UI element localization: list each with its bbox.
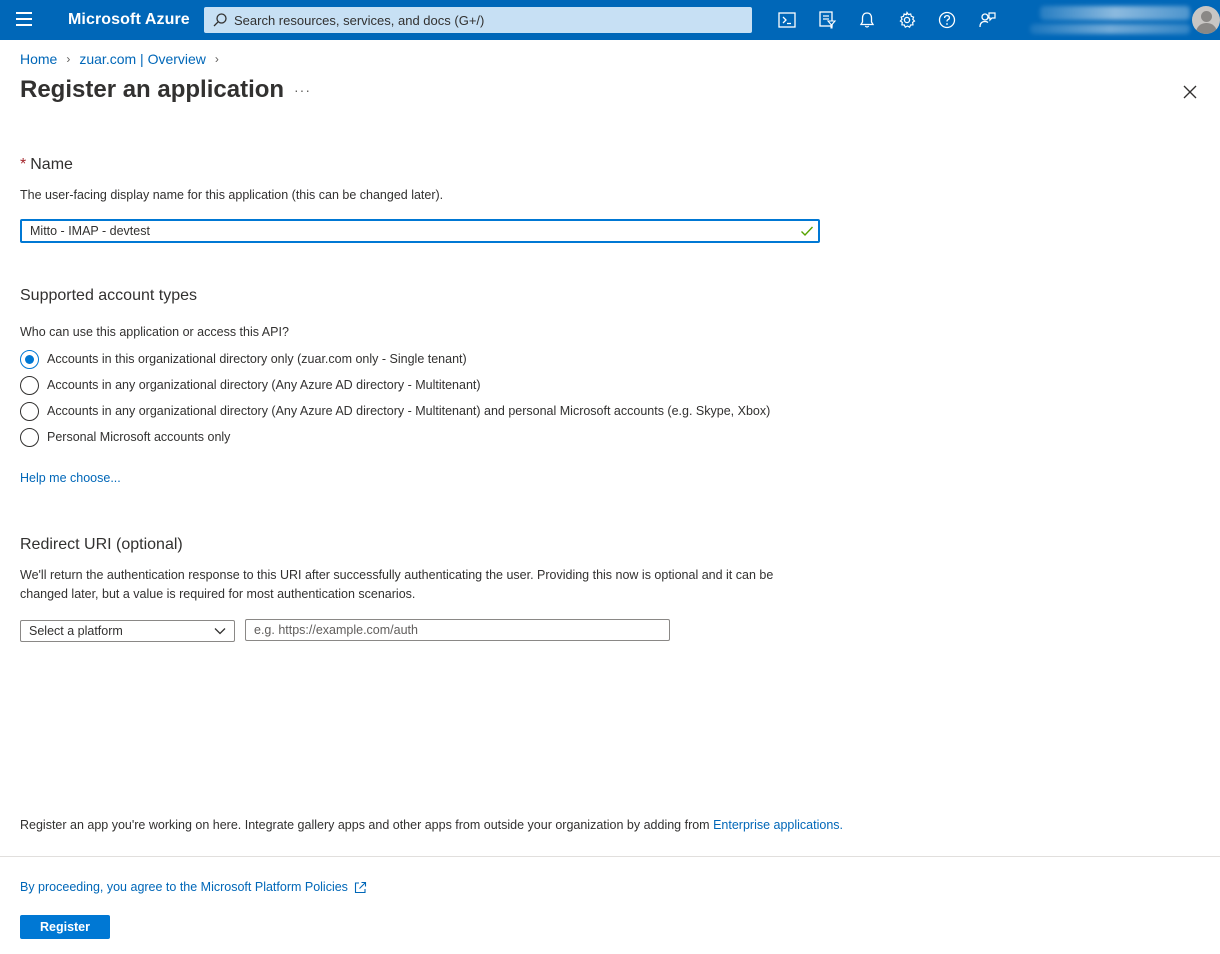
radio-button[interactable]	[20, 428, 39, 447]
chevron-right-icon: ›	[214, 52, 219, 66]
platform-policies-link[interactable]	[20, 879, 367, 894]
more-options-button[interactable]: ···	[294, 82, 311, 98]
radio-label: Personal Microsoft accounts only	[47, 430, 231, 444]
search-icon	[212, 12, 228, 28]
account-directory-blurred	[1030, 24, 1190, 34]
name-description: The user-facing display name for this application (this can be changed later).	[20, 188, 444, 202]
radio-button-selected[interactable]	[20, 350, 39, 369]
name-label: Name	[30, 156, 73, 173]
account-email	[1024, 4, 1025, 5]
account-directory	[1024, 4, 1025, 5]
account-menu[interactable]	[1024, 4, 1190, 38]
platform-dropdown[interactable]	[20, 620, 235, 642]
page-title: Register an application	[20, 76, 285, 103]
directory-filter-icon[interactable]	[817, 10, 837, 30]
redirect-description-line1: We'll return the authentication response to this URI after successfully authenticating the user. Providing this now is optional and it can be	[20, 568, 774, 582]
account-types-title: Supported account types	[20, 287, 198, 304]
radio-button[interactable]	[20, 376, 39, 395]
external-link-icon	[354, 881, 367, 894]
divider	[0, 856, 1220, 857]
platform-dropdown-value: Select a platform	[29, 624, 123, 638]
radio-label: Accounts in any organizational directory (Any Azure AD directory - Multitenant) and personal Microsoft accounts (e.g. Skype, Xbox)	[47, 404, 771, 418]
radio-button[interactable]	[20, 402, 39, 421]
chevron-down-icon	[214, 626, 226, 636]
checkmark-icon	[800, 224, 814, 238]
redirect-description-line2: changed later, but a value is required for most authentication scenarios.	[20, 587, 416, 601]
avatar[interactable]	[1192, 6, 1220, 34]
radio-personal-only[interactable]	[20, 427, 230, 447]
feedback-icon[interactable]	[977, 10, 997, 30]
top-navigation-bar	[0, 0, 1220, 40]
redirect-uri-input[interactable]	[245, 619, 670, 641]
name-field[interactable]	[20, 219, 820, 243]
radio-single-tenant[interactable]	[20, 349, 467, 369]
footer-note	[20, 818, 843, 832]
register-button[interactable]: Register	[20, 915, 110, 939]
notifications-icon[interactable]	[857, 10, 877, 30]
azure-brand[interactable]: Microsoft Azure	[68, 11, 190, 28]
name-input[interactable]	[22, 221, 782, 241]
chevron-right-icon: ›	[66, 52, 71, 66]
hamburger-menu-icon[interactable]	[14, 12, 34, 28]
breadcrumb-overview[interactable]: zuar.com | Overview	[79, 51, 206, 67]
name-section-title	[20, 156, 73, 174]
enterprise-applications-link[interactable]: Enterprise applications.	[713, 818, 844, 832]
help-me-choose-link[interactable]: Help me choose...	[20, 471, 121, 485]
global-search[interactable]	[204, 7, 752, 33]
redirect-uri-title: Redirect URI (optional)	[20, 536, 183, 553]
breadcrumb-home[interactable]: Home	[20, 51, 58, 67]
search-input[interactable]	[234, 7, 744, 33]
help-icon[interactable]	[937, 10, 957, 30]
footer-note-text: Register an app you're working on here. Integrate gallery apps and other apps from outside your organization by adding from	[20, 818, 714, 832]
required-marker: *	[20, 156, 27, 173]
settings-icon[interactable]	[897, 10, 917, 30]
radio-label: Accounts in this organizational directory only (zuar.com only - Single tenant)	[47, 352, 467, 366]
cloud-shell-icon[interactable]	[777, 10, 797, 30]
breadcrumb	[20, 51, 228, 67]
account-types-question: Who can use this application or access this API?	[20, 325, 289, 339]
radio-multitenant[interactable]	[20, 375, 481, 395]
radio-label: Accounts in any organizational directory (Any Azure AD directory - Multitenant)	[47, 378, 481, 392]
radio-multitenant-personal[interactable]	[20, 401, 770, 421]
close-icon[interactable]	[1182, 84, 1198, 100]
platform-policies-label: By proceeding, you agree to the Microsoft Platform Policies	[20, 879, 348, 894]
account-email-blurred	[1040, 6, 1190, 20]
